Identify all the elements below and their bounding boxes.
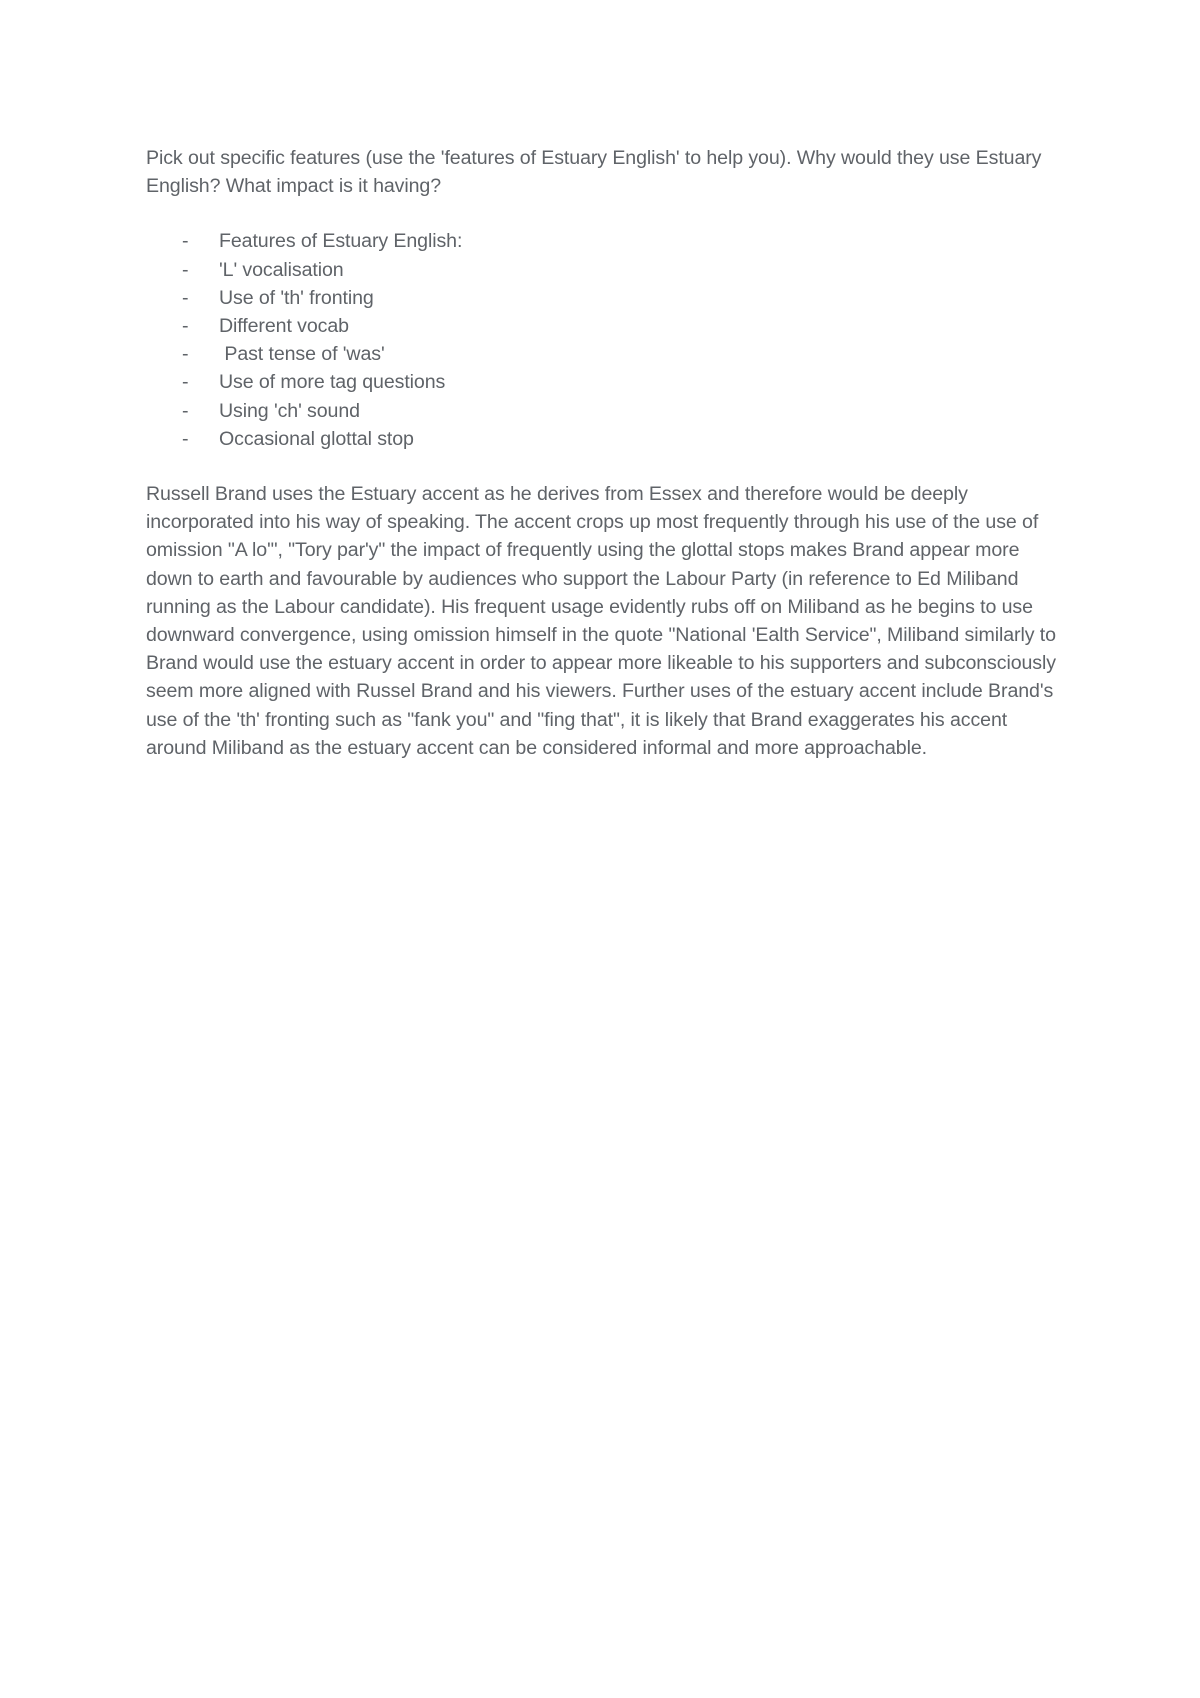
list-bullet: -	[182, 286, 189, 309]
list-item	[146, 397, 1066, 425]
list-item-text: Using 'ch' sound	[219, 399, 360, 422]
list-item-text: Different vocab	[219, 314, 349, 337]
list-bullet: -	[182, 427, 189, 450]
list-item-text: 'L' vocalisation	[219, 258, 344, 281]
list-item-text: Past tense of 'was'	[219, 343, 385, 366]
list-item	[146, 284, 1066, 312]
list-bullet: -	[182, 314, 189, 337]
list-item-text: Use of more tag questions	[219, 371, 446, 394]
list-item	[146, 227, 1066, 255]
list-bullet: -	[182, 371, 189, 394]
list-bullet: -	[182, 230, 189, 253]
question-prompt: Pick out specific features (use the 'features of Estuary English' to help you). Why would they use Estuary English? What impact is it having?	[146, 147, 1042, 198]
list-item	[146, 425, 1066, 453]
features-list	[146, 227, 1066, 453]
list-bullet: -	[182, 343, 189, 366]
list-item-text: Occasional glottal stop	[219, 427, 414, 450]
list-item	[146, 368, 1066, 396]
list-bullet: -	[182, 399, 189, 422]
list-item	[146, 256, 1066, 284]
list-item-text: Features of Estuary English:	[219, 230, 463, 253]
list-bullet: -	[182, 258, 189, 281]
document-body	[146, 144, 1066, 762]
list-item	[146, 312, 1066, 340]
answer-paragraph: Russell Brand uses the Estuary accent as he derives from Essex and therefore would be deeply incorporated into his way of speaking. The accent crops up most frequently through his use of the use of omission "A lo'", "Tory par'y" the impact of frequently using the glottal stops makes Brand appear more down to earth and favourable by audiences who support the Labour Party (in reference to Ed Miliband running as the Labour candidate). His frequent usage evidently rubs off on Miliband as he begins to use downward convergence, using omission himself in the quote "National 'Ealth Service", Miliband similarly to Brand would use the estuary accent in order to appear more likeable to his supporters and subconsciously seem more aligned with Russel Brand and his viewers. Further uses of the estuary accent include Brand's use of the 'th' fronting such as "fank you" and "fing that", it is likely that Brand exaggerates his accent around Miliband as the estuary accent can be considered informal and more approachable.	[146, 482, 1056, 759]
list-item	[146, 340, 1066, 368]
list-item-text: Use of 'th' fronting	[219, 286, 374, 309]
